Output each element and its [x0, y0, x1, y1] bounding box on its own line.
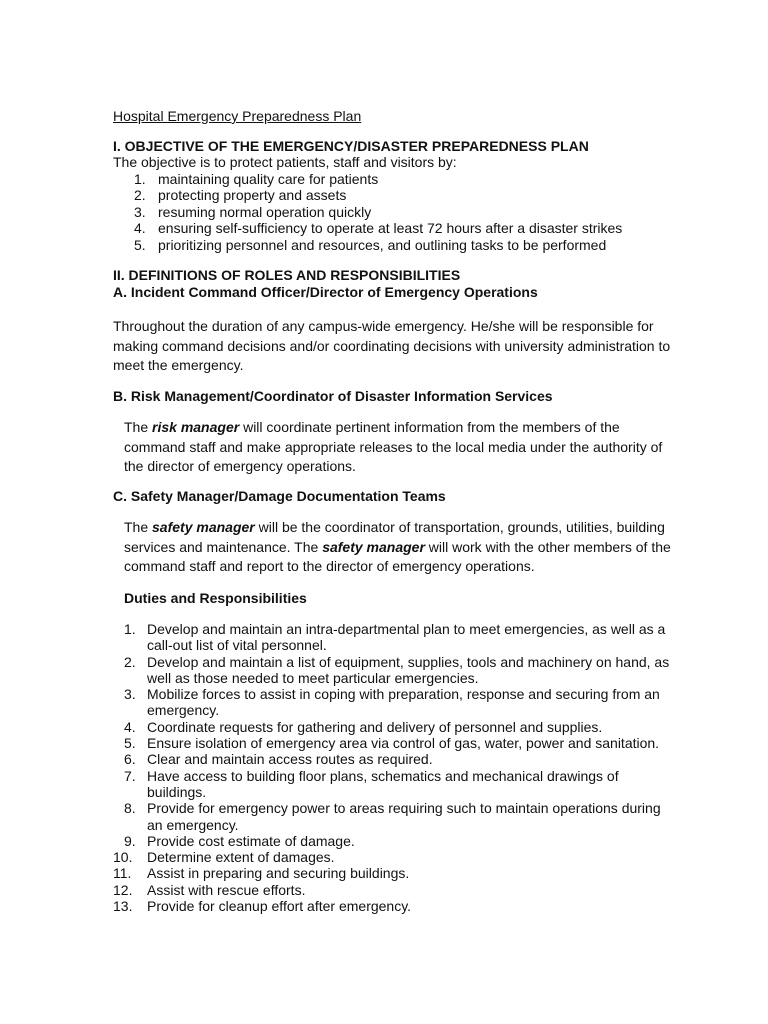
list-item: 10. Determine extent of damages. — [113, 849, 335, 866]
list-item: 5. Ensure isolation of emergency area via control of gas, water, power and sanitation. — [124, 735, 660, 752]
list-item: 6. Clear and maintain access routes as required. — [124, 751, 433, 768]
document-title: Hospital Emergency Preparedness Plan — [113, 108, 362, 124]
list-item: 1. maintaining quality care for patients — [134, 170, 379, 187]
objectives-list — [113, 171, 673, 254]
list-item: 8. Provide for emergency power to areas requiring such to maintain operations during an emergency. — [124, 800, 661, 833]
list-item: 2. protecting property and assets — [134, 187, 347, 203]
safety-manager-emphasis: safety manager — [322, 538, 425, 555]
list-item: 3. resuming normal operation quickly — [134, 203, 372, 220]
section1-heading: I. OBJECTIVE OF THE EMERGENCY/DISASTER PREPAREDNESS PLAN — [113, 137, 589, 154]
list-item: 7. Have access to building floor plans, schematics and mechanical drawings of buildings. — [124, 767, 619, 800]
document-page — [113, 108, 673, 914]
subsection-a-text: Throughout the duration of any campus-wide emergency. He/she will be responsible for making command decisions and/or coordinating decisions with university administration to meet the emergency. — [113, 318, 671, 373]
duties-heading: Duties and Responsibilities — [124, 589, 307, 606]
list-item: 9. Provide cost estimate of damage. — [124, 832, 355, 849]
list-item: 11. Assist in preparing and securing buildings. — [113, 865, 410, 882]
subsection-b-heading: B. Risk Management/Coordinator of Disaster Information Services — [113, 387, 553, 404]
list-item: 4. ensuring self-sufficiency to operate at least 72 hours after a disaster strikes — [134, 220, 623, 236]
safety-manager-emphasis: safety manager — [152, 519, 255, 535]
list-item: 5. prioritizing personnel and resources, and outlining tasks to be performed — [134, 236, 607, 253]
list-item: 4. Coordinate requests for gathering and delivery of personnel and supplies. — [124, 718, 603, 735]
list-item: 1. Develop and maintain an intra-departmental plan to meet emergencies, as well as a call-out list of vital personnel. — [124, 621, 666, 654]
list-item: 12. Assist with rescue efforts. — [113, 881, 306, 898]
list-item: 3. Mobilize forces to assist in coping with preparation, response and securing from an emergency. — [124, 686, 660, 719]
section2-heading: II. DEFINITIONS OF ROLES AND RESPONSIBILITIES — [113, 267, 461, 283]
list-item: 2. Develop and maintain a list of equipment, supplies, tools and machinery on hand, as well as those needed to meet particular emergencies. — [124, 653, 670, 686]
section1-intro: The objective is to protect patients, staff and visitors by: — [113, 154, 457, 170]
subsection-c-heading: C. Safety Manager/Damage Documentation Teams — [113, 487, 446, 504]
list-item: 13. Provide for cleanup effort after emergency. — [113, 898, 412, 915]
subsection-a-heading: A. Incident Command Officer/Director of Emergency Operations — [113, 283, 538, 300]
subsection-b-text: The risk manager will coordinate pertinent information from the members of the command staff and make appropriate releases to the local media under the authority of the director of emergency operations. — [124, 419, 663, 474]
risk-manager-emphasis: risk manager — [152, 419, 240, 435]
duties-list — [113, 621, 673, 914]
subsection-c-text: The safety manager will be the coordinator of transportation, grounds, utilities, building services and maintenance. The safety manager will work with the other members of the command staff and report to the director of emergency operations. — [124, 519, 671, 574]
